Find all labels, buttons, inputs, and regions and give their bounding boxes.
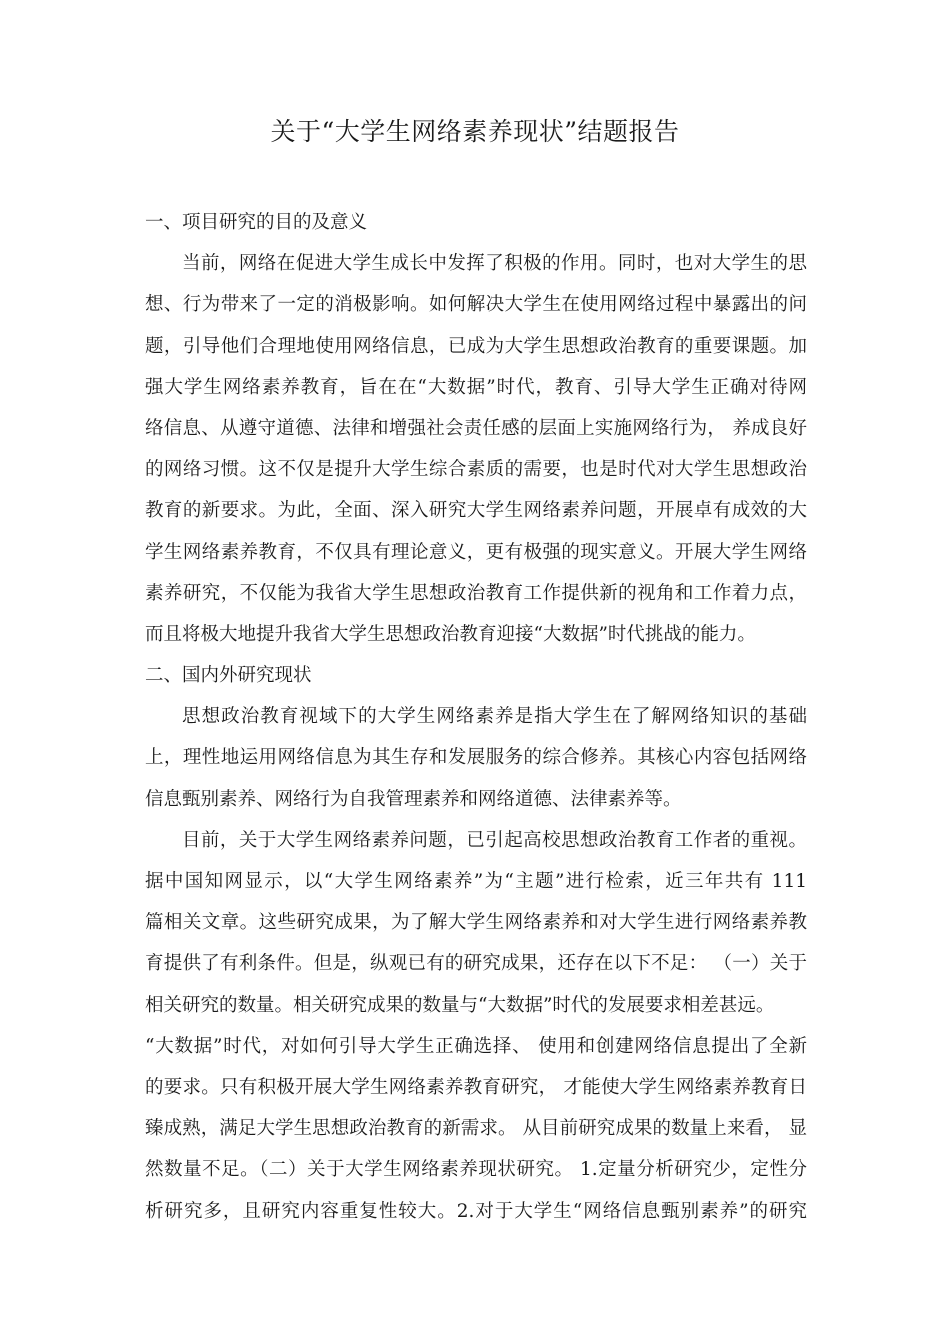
paragraph-line: 的网络习惯。这不仅是提升大学生综合素质的需要，也是时代对大学生思想政治 (145, 459, 807, 481)
paragraph-line: 目前，关于大学生网络素养问题，已引起高校思想政治教育工作者的重视。 (182, 829, 807, 851)
paragraph-line: 臻成熟，满足大学生思想政治教育的新需求。 从目前研究成果的数量上来看， 显 (145, 1118, 807, 1140)
paragraph-line: 的要求。只有积极开展大学生网络素养教育研究， 才能使大学生网络素养教育日 (145, 1076, 807, 1098)
paragraph-line: 学生网络素养教育，不仅具有理论意义，更有极强的现实意义。开展大学生网络 (145, 541, 807, 563)
section-heading: 二、国内外研究现状 (145, 665, 312, 687)
paragraph-line: 信息甄别素养、网络行为自我管理素养和网络道德、法律素养等。 (145, 788, 682, 810)
paragraph-line: 上，理性地运用网络信息为其生存和发展服务的综合修养。其核心内容包括网络 (145, 747, 807, 769)
paragraph-line: 素养研究，不仅能为我省大学生思想政治教育工作提供新的视角和工作着力点， (145, 582, 807, 604)
document-body (145, 202, 807, 1232)
paragraph-line: 然数量不足。（二）关于大学生网络素养现状研究。 1.定量分析研究少，定性分 (145, 1159, 807, 1181)
paragraph-line: 析研究多，且研究内容重复性较大。2.对于大学生“网络信息甄别素养”的研究 (145, 1200, 807, 1222)
paragraph-line: 相关研究的数量。相关研究成果的数量与“大数据”时代的发展要求相差甚远。 (145, 994, 775, 1016)
section-heading: 一、项目研究的目的及意义 (145, 212, 368, 233)
paragraph-line: 篇相关文章。这些研究成果，为了解大学生网络素养和对大学生进行网络素养教 (145, 912, 807, 934)
paragraph-line: 思想政治教育视域下的大学生网络素养是指大学生在了解网络知识的基础 (182, 706, 807, 728)
paragraph-line: 络信息、从遵守道德、法律和增强社会责任感的层面上实施网络行为， 养成良好 (145, 417, 807, 439)
paragraph-line: 而且将极大地提升我省大学生思想政治教育迎接“大数据”时代挑战的能力。 (145, 623, 756, 645)
paragraph-line: 想、行为带来了一定的消极影响。如何解决大学生在使用网络过程中暴露出的问 (145, 294, 807, 316)
paragraph-line: 题，引导他们合理地使用网络信息，已成为大学生思想政治教育的重要课题。加 (145, 335, 807, 357)
paragraph-line: “大数据”时代，对如何引导大学生正确选择、 使用和创建网络信息提出了全新 (145, 1035, 807, 1057)
paragraph-line: 强大学生网络素养教育，旨在在“大数据”时代，教育、引导大学生正确对待网 (145, 376, 807, 398)
paragraph-line: 据中国知网显示，以“大学生网络素养”为“主题”进行检索，近三年共有 111 (145, 871, 807, 892)
paragraph-line: 当前，网络在促进大学生成长中发挥了积极的作用。同时，也对大学生的思 (182, 253, 807, 275)
document-title: 关于“大学生网络素养现状”结题报告 (270, 117, 680, 146)
paragraph-line: 育提供了有利条件。但是，纵观已有的研究成果，还存在以下不足： （一）关于 (145, 953, 807, 975)
paragraph-line: 教育的新要求。为此，全面、深入研究大学生网络素养问题，开展卓有成效的大 (145, 500, 807, 522)
